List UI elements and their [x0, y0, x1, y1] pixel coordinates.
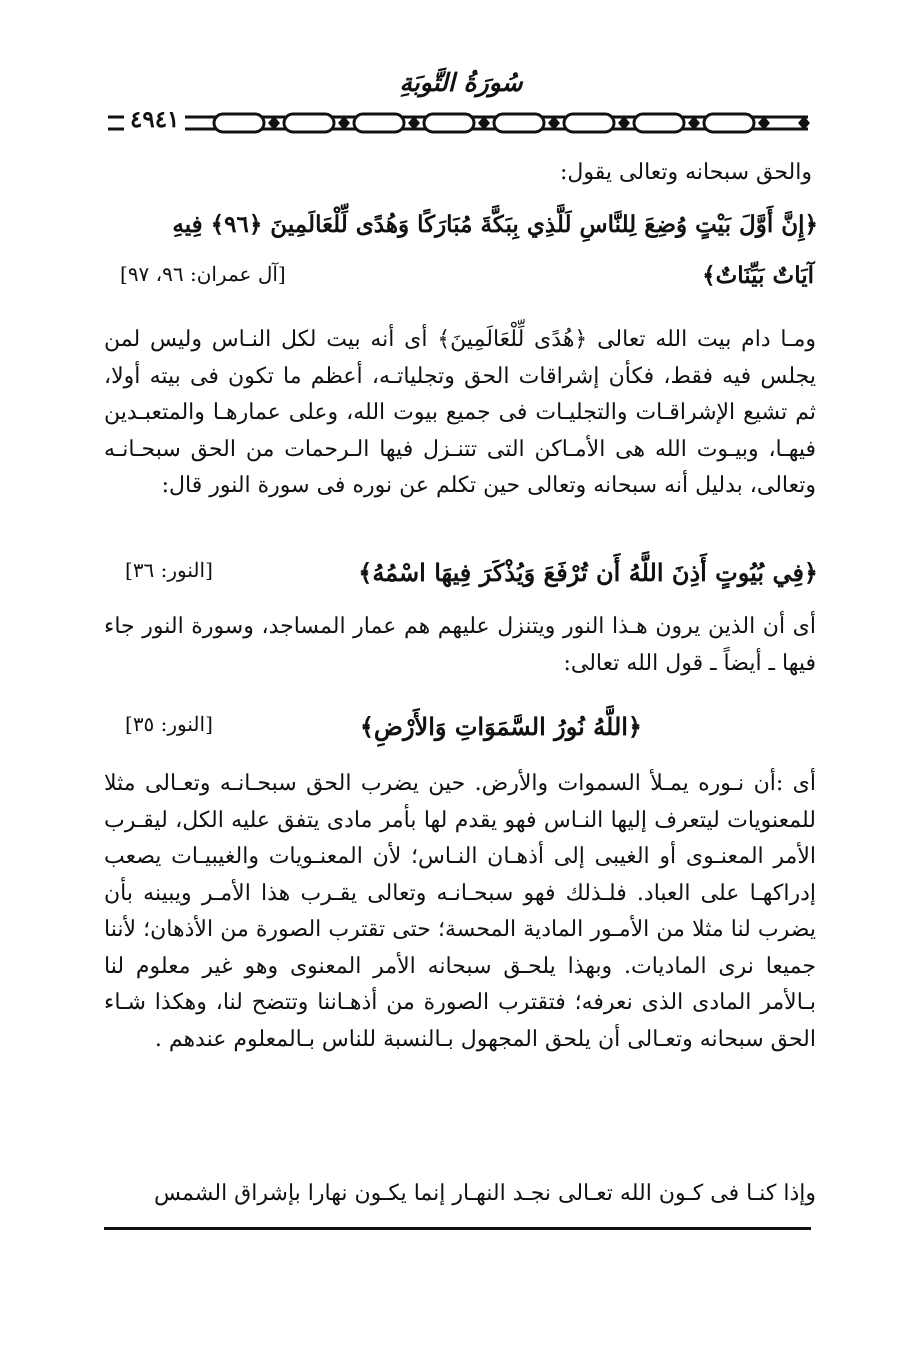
surah-title: سُورَةُ التَّوبَةِ — [399, 68, 523, 97]
verse-line: ﴿اللَّهُ نُورُ السَّمَوَاتِ وَالأَرْضِ﴾ — [359, 712, 642, 741]
paragraph: ومـا دام بيت الله تعالى ﴿هُدًى لِّلْعَالَمِينَ﴾ أى أنه بيت لكل النـاس وليس لمن يجلس فيه فقط، فكأن إشراقات الحق وتجلياتـه، أعظم ما تكون فى بيته أولا، ثم تشيع الإشراقـات والتجليـات فى جميع بيوت الله، وعلى عمارهـا والمتعبـدين فيهـا، وبيـوت الله هى الأمـاكن التى تتنـزل فيها الـرحمات من الحق سبحـانـه وتعالى، بدليل أنه سبحانه وتعالى حين تكلم عن نوره فى سورة النور قال: — [104, 327, 816, 498]
verse-reference: [النور: ٣٥] — [125, 712, 213, 736]
paragraph: أى :أن نـوره يمـلأ السموات والأرض. حين يضرب الحق سبحـانـه وتعـالى مثلا للمعنويات ليتعرف إليها النـاس فهو يقدم لها بأمر مادى يتفق عليه الكل، ليقـرب الأمر المعنـوى أو الغيبى إلى أذهـان النـاس؛ لأن المعنـويات والغيبيـات يصعب إدراكهـا على العباد. فلـذلك فهو سبحـانـه وتعالى يقـرب هذا الأمـر ويبينه بأن يضرب لنا مثلا من الأمـور المادية المحسة؛ حتى تقترب الصورة من الأذهان؛ لأننا جميعا نرى الماديات. وبهذا يلحـق سبحانه الأمر المعنوى وهو غير معلوم لنا بـالأمر المادى الذى نعرفه؛ فتقترب الصورة من أذهـاننا وتتضح لنا، وهكذا شـاء الحق سبحانه وتعـالى أن يلحق المجهول بـالنسبة للناس بـالمعلوم عندهم . — [104, 771, 817, 1052]
page-number: ٤٩٤١ — [124, 106, 185, 133]
bottom-rule — [104, 1227, 811, 1230]
verse-reference: [آل عمران: ٩٦، ٩٧] — [120, 262, 286, 286]
header-ornament-border — [104, 108, 812, 138]
verse-reference: [النور: ٣٦] — [125, 558, 213, 582]
intro-line: والحق سبحانه وتعالى يقول: — [560, 160, 812, 185]
paragraph: وإذا كنـا فى كـون الله تعـالى نجـد النهـار إنما يكـون نهارا بإشراق الشمس — [153, 1181, 816, 1206]
verse-line: ﴿فِي بُيُوتٍ أَذِنَ اللَّهُ أَن تُرْفَعَ وَيُذْكَرَ فِيهَا اسْمُهُ﴾ — [358, 558, 818, 587]
verse-line: آيَاتٌ بَيِّنَاتٌ﴾ — [702, 262, 814, 289]
paragraph: أى أن الذين يرون هـذا النور ويتنزل عليهم هم عمار المساجد، وسورة النور جاء فيها ـ أيضاً ـ قول الله تعالى: — [104, 614, 816, 676]
verse-line: ﴿إِنَّ أَوَّلَ بَيْتٍ وُضِعَ لِلنَّاسِ لَلَّذِي بِبَكَّةَ مُبَارَكًا وَهُدًى لِّلْعَالَمِينَ ﴿٩٦﴾ فِيهِ — [172, 211, 818, 238]
